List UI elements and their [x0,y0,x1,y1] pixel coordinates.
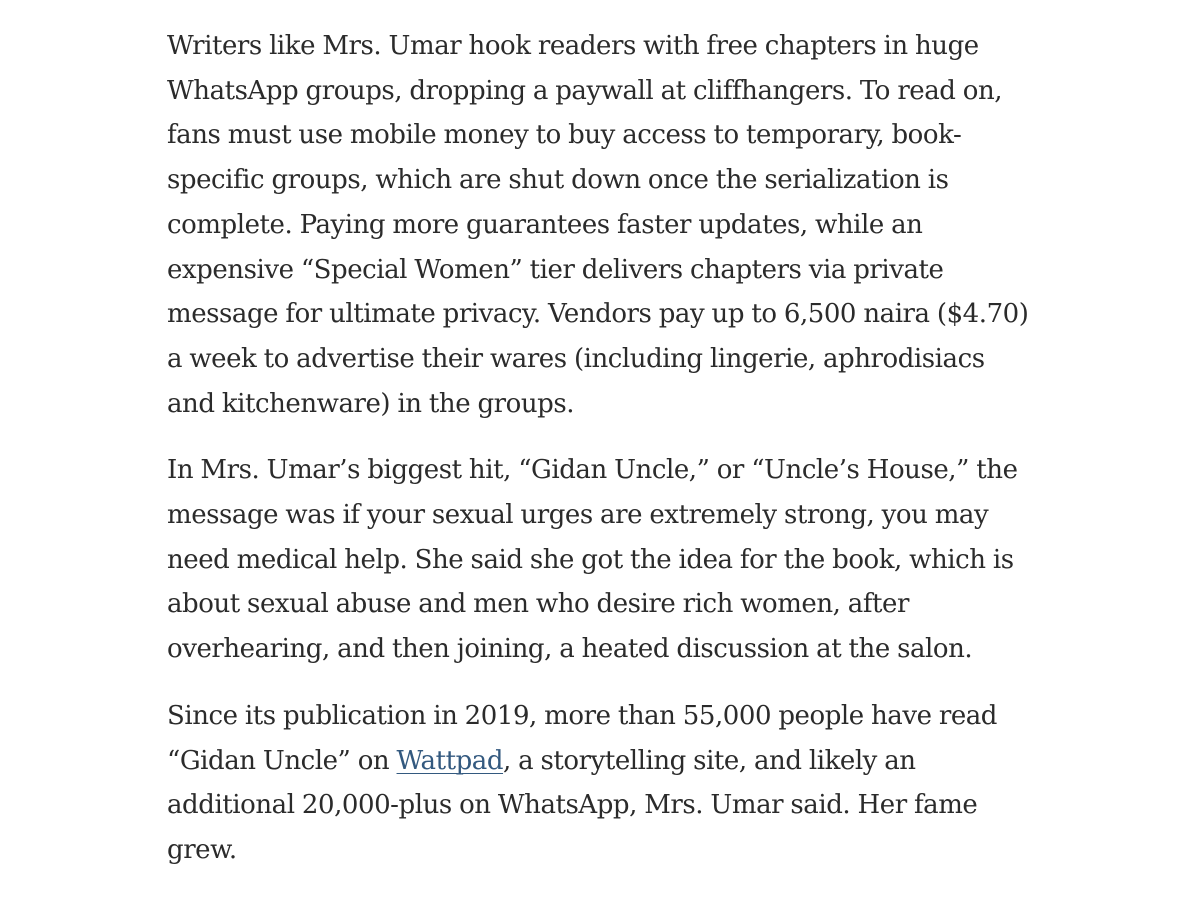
text-line: complete. Paying more guarantees faster updates, while an [167,209,923,240]
paragraph-whatsapp-paywall [167,24,1067,426]
text-line: about sexual abuse and men who desire rich women, after [167,589,909,620]
text-line: a week to advertise their wares (including lingerie, aphrodisiacs [167,343,985,374]
text-line: Since its publication in 2019, more than 55,000 people have read [167,700,998,731]
text-line: WhatsApp groups, dropping a paywall at cliffhangers. To read on, [167,75,1003,106]
text-line: In Mrs. Umar’s biggest hit, “Gidan Uncle,” or “Uncle’s House,” the [167,455,1018,486]
paragraph-readership [167,694,1067,873]
text-line: additional 20,000-plus on WhatsApp, Mrs. Umar said. Her fame [167,790,978,821]
wattpad-link[interactable]: Wattpad [396,745,504,776]
text-line: specific groups, which are shut down once the serialization is [167,165,949,196]
text-line: Writers like Mrs. Umar hook readers with free chapters in huge [167,31,979,61]
text-line: message for ultimate privacy. Vendors pay up to 6,500 naira ($4.70) [167,299,1029,330]
text-line: overhearing, and then joining, a heated discussion at the salon. [167,634,973,665]
text-line: need medical help. She said she got the idea for the book, which is [167,544,1014,575]
text-line: expensive “Special Women” tier delivers chapters via private [167,254,944,285]
text-line: fans must use mobile money to buy access to temporary, book- [167,120,962,151]
text-line: grew. [167,834,237,865]
text-line: message was if your sexual urges are extremely strong, you may [167,500,989,531]
article-body [167,24,1067,873]
text-line: and kitchenware) in the groups. [167,388,575,419]
text-line-with-link [167,739,1067,784]
paragraph-gidan-uncle [167,448,1067,672]
text-fragment: “Gidan Uncle” on [167,745,397,776]
text-fragment: , a storytelling site, and likely an [503,745,916,776]
